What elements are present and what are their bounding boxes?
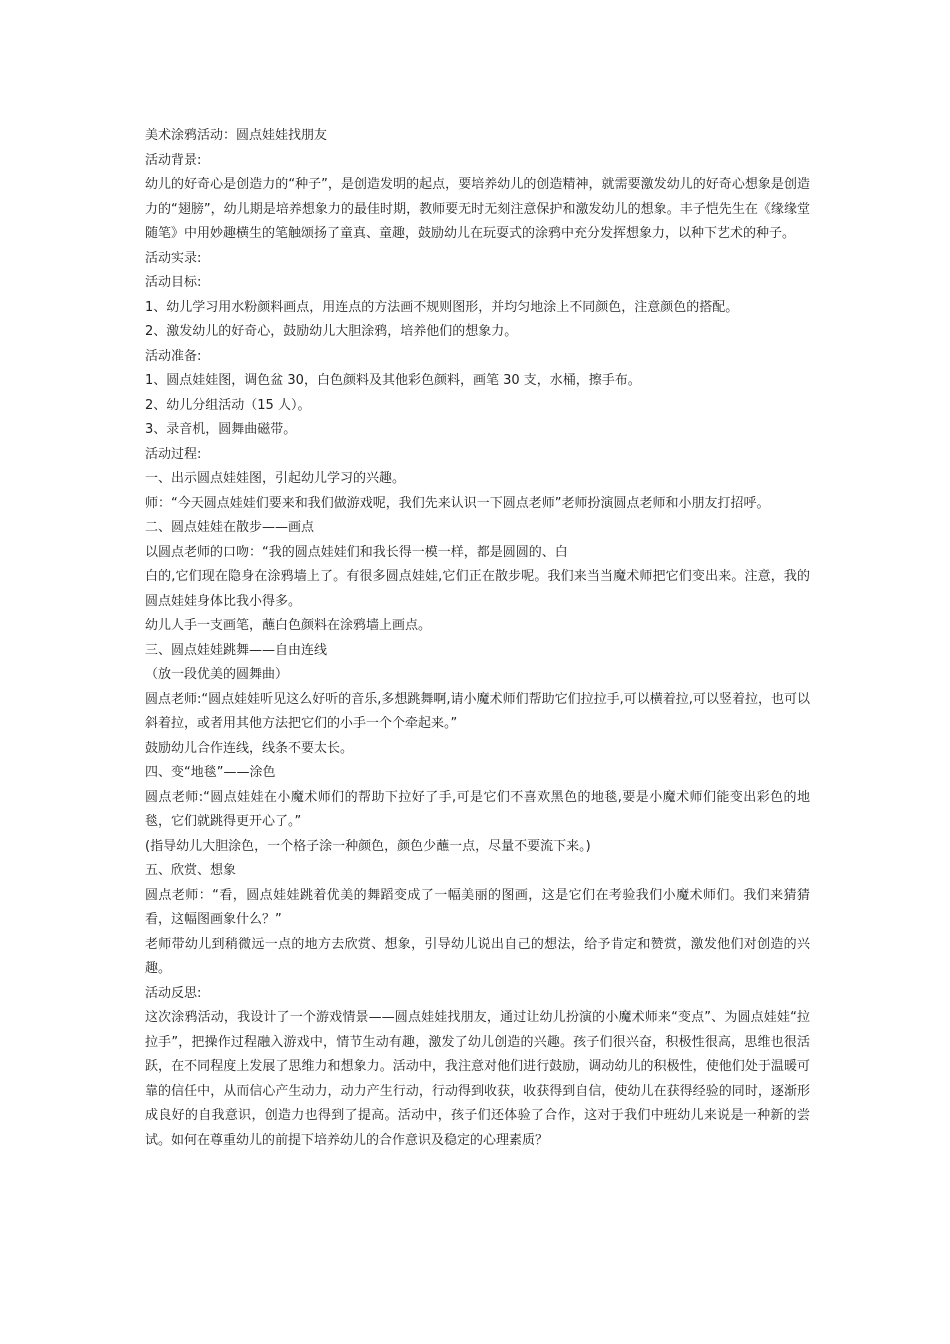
- paragraph-step-1: 师：“今天圆点娃娃们要来和我们做游戏呢，我们先来认识一下圆点老师”老师扮演圆点老师和小朋友打招呼。: [145, 495, 770, 511]
- step-heading-4: 四、变“地毯”——涂色: [145, 765, 276, 780]
- paragraph-step-2b: 白的,它们现在隐身在涂鸦墙上了。有很多圆点娃娃,它们正在散步呢。我们来当当魔术师把它们变出来。注意，我的圆点娃娃身体比我小得多。: [145, 569, 810, 609]
- section-heading-reflection: 活动反思:: [145, 985, 202, 1001]
- paragraph-step-2a: 以圆点老师的口吻：“我的圆点娃娃们和我长得一模一样，都是圆圆的、白: [145, 544, 568, 560]
- document-title: 美术涂鸦活动：圆点娃娃找朋友: [145, 128, 328, 143]
- paragraph-step-4a: 圆点老师:“圆点娃娃在小魔术师们的帮助下拉好了手,可是它们不喜欢黑色的地毯,要是小魔术师们能变出彩色的地毯，它们就跳得更开心了。”: [145, 789, 810, 829]
- preparation-item-2: 2、幼儿分组活动（15 人）。: [145, 397, 311, 413]
- step-heading-2: 二、圆点娃娃在散步——画点: [145, 520, 315, 535]
- paragraph-step-3b: 圆点老师:“圆点娃娃听见这么好听的音乐,多想跳舞啊,请小魔术师们帮助它们拉拉手,可以横着拉,可以竖着拉，也可以斜着拉，或者用其他方法把它们的小手一个个牵起来。”: [145, 691, 810, 731]
- paragraph-step-3c: 鼓励幼儿合作连线，线条不要太长。: [145, 740, 354, 756]
- preparation-item-3: 3、录音机，圆舞曲磁带。: [145, 422, 297, 437]
- section-heading-goals: 活动目标:: [145, 275, 202, 290]
- paragraph-step-5b: 老师带幼儿到稍微远一点的地方去欣赏、想象，引导幼儿说出自己的想法，给予肯定和赞赏，激发他们对创造的兴趣。: [145, 936, 810, 976]
- step-heading-1: 一、出示圆点娃娃图，引起幼儿学习的兴趣。: [145, 471, 406, 486]
- paragraph-step-2c: 幼儿人手一支画笔，蘸白色颜料在涂鸦墙上画点。: [145, 618, 432, 633]
- section-heading-preparation: 活动准备:: [145, 348, 202, 364]
- paragraph-reflection: 这次涂鸦活动，我设计了一个游戏情景——圆点娃娃找朋友，通过让幼儿扮演的小魔术师来“变点”、为圆点娃娃“拉拉手”，把操作过程融入游戏中，情节生动有趣，激发了幼儿创造的兴趣。孩子们很兴奋，积极性很高，思维也很活跃，在不同程度上发展了思维力和想象力。活动中，我注意对他们进行鼓励，调动幼儿的积极性，使他们处于温暖可靠的信任中，从而信心产生动力，动力产生行动，行动得到收获，收获得到自信，使幼儿在获得经验的同时，逐渐形成良好的自我意识，创造力也得到了提高。活动中，孩子们还体验了合作，这对于我们中班幼儿来说是一种新的尝试。如何在尊重幼儿的前提下培养幼儿的合作意识及稳定的心理素质？: [145, 1010, 810, 1148]
- paragraph-step-4b: (指导幼儿大胆涂色，一个格子涂一种颜色，颜色少蘸一点，尽量不要流下来。): [145, 838, 591, 854]
- goal-item-1: 1、幼儿学习用水粉颜料画点，用连点的方法画不规则图形，并均匀地涂上不同颜色，注意颜色的搭配。: [145, 299, 739, 315]
- section-heading-background: 活动背景:: [145, 152, 202, 168]
- step-heading-5: 五、欣赏、想象: [145, 863, 237, 878]
- document-page: [145, 124, 810, 1153]
- section-heading-process: 活动过程:: [145, 446, 202, 462]
- goal-item-2: 2、激发幼儿的好奇心，鼓励幼儿大胆涂鸦，培养他们的想象力。: [145, 324, 518, 339]
- step-heading-3: 三、圆点娃娃跳舞——自由连线: [145, 642, 328, 658]
- paragraph-step-5a: 圆点老师：“看，圆点娃娃跳着优美的舞蹈变成了一幅美丽的图画，这是它们在考验我们小魔术师们。我们来猜猜看，这幅图画象什么？”: [145, 887, 810, 927]
- section-heading-record: 活动实录:: [145, 250, 202, 266]
- paragraph-step-3a: （放一段优美的圆舞曲）: [145, 667, 289, 682]
- paragraph-background: 幼儿的好奇心是创造力的“种子”，是创造发明的起点，要培养幼儿的创造精神，就需要激发幼儿的好奇心想象是创造力的“翅膀”，幼儿期是培养想象力的最佳时期，教师要无时无刻注意保护和激发幼儿的想象。丰子恺先生在《缘缘堂随笔》中用妙趣横生的笔触颂扬了童真、童趣，鼓励幼儿在玩耍式的涂鸦中充分发挥想象力，以种下艺术的种子。: [145, 177, 810, 241]
- preparation-item-1: 1、圆点娃娃图，调色盆 30，白色颜料及其他彩色颜料，画笔 30 支，水桶，擦手布。: [145, 373, 641, 388]
